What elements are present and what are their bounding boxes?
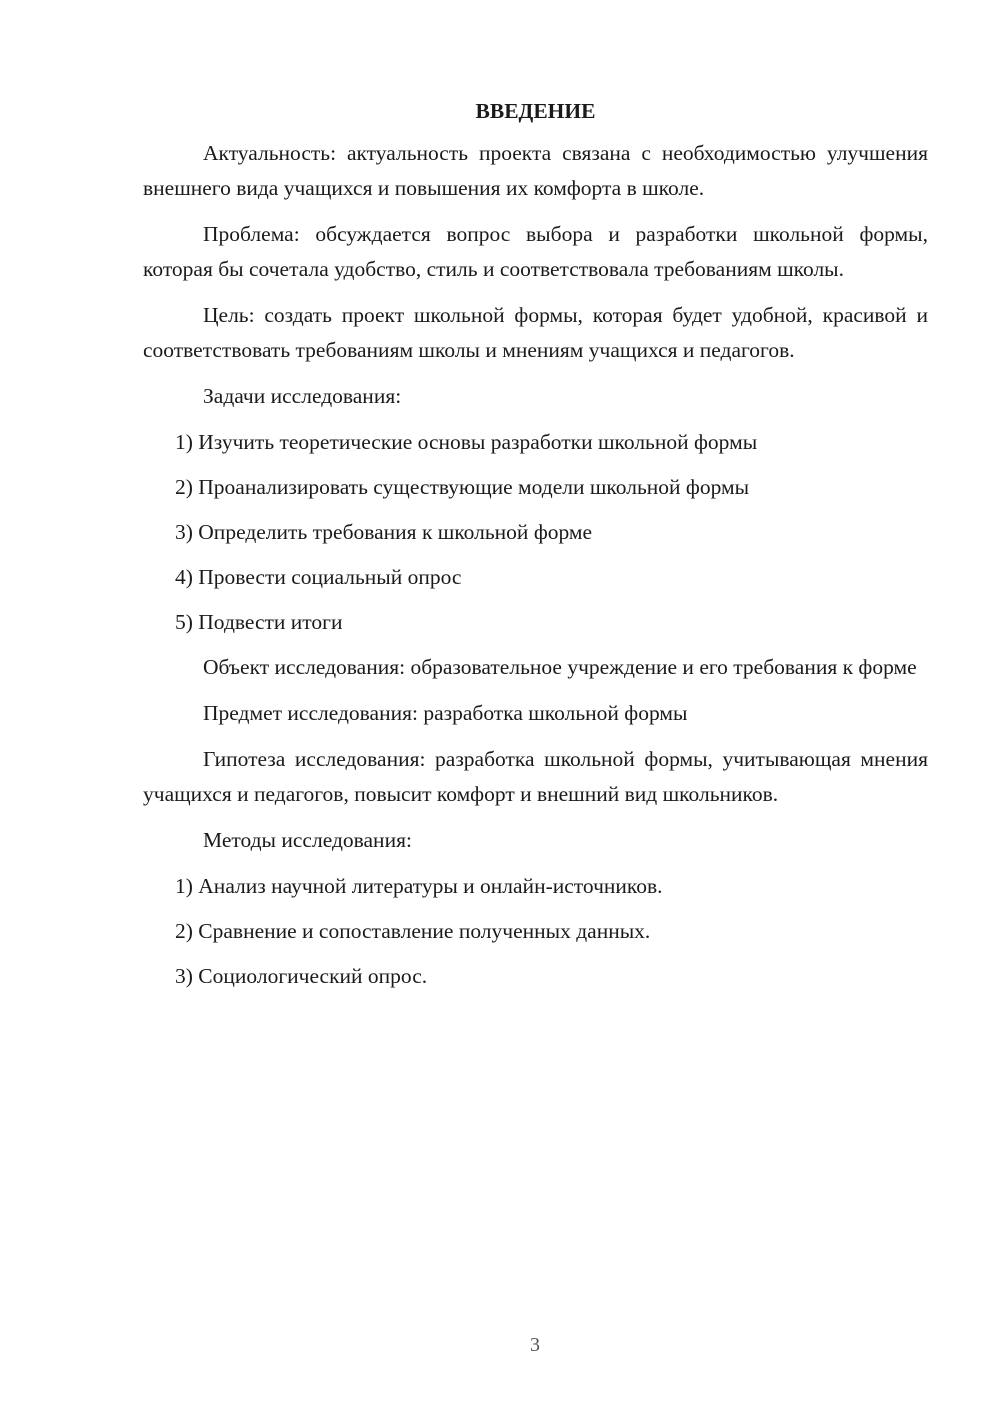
tasks-list	[143, 425, 928, 640]
tasks-heading: Задачи исследования:	[203, 384, 402, 408]
list-item: 3) Социологический опрос.	[175, 964, 428, 988]
list-item: 5) Подвести итоги	[175, 610, 343, 634]
object-paragraph: Объект исследования: образовательное учреждение и его требования к форме	[203, 655, 917, 679]
list-item: 4) Провести социальный опрос	[175, 565, 462, 589]
methods-list	[143, 869, 928, 994]
list-item: 1) Анализ научной литературы и онлайн-источников.	[175, 874, 663, 898]
goal-paragraph: Цель: создать проект школьной формы, которая будет удобной, красивой и соответствовать требованиям школы и мнениям учащихся и педагогов.	[143, 303, 928, 362]
page-title: ВВЕДЕНИЕ	[475, 99, 596, 123]
relevance-paragraph: Актуальность: актуальность проекта связана с необходимостью улучшения внешнего вида учащихся и повышения их комфорта в школе.	[143, 141, 928, 200]
problem-paragraph: Проблема: обсуждается вопрос выбора и разработки школьной формы, которая бы сочетала удобство, стиль и соответствовала требованиям школы.	[143, 222, 928, 281]
document-page	[143, 96, 928, 1004]
page-number: 3	[530, 1334, 540, 1356]
list-item: 3) Определить требования к школьной форме	[175, 520, 593, 544]
methods-heading: Методы исследования:	[203, 828, 412, 852]
subject-paragraph: Предмет исследования: разработка школьной формы	[203, 701, 688, 725]
list-item: 1) Изучить теоретические основы разработки школьной формы	[175, 430, 758, 454]
list-item: 2) Проанализировать существующие модели школьной формы	[175, 475, 750, 499]
list-item: 2) Сравнение и сопоставление полученных данных.	[175, 919, 651, 943]
hypothesis-paragraph: Гипотеза исследования: разработка школьной формы, учитывающая мнения учащихся и педагогов, повысит комфорт и внешний вид школьников.	[143, 747, 928, 806]
